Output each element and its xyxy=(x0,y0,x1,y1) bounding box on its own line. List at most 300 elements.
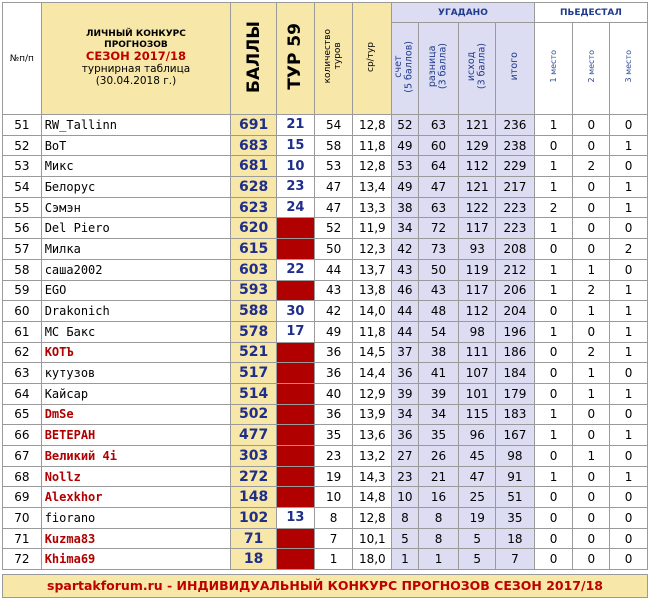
outcome-guessed-cell: 122 xyxy=(459,197,496,218)
total-guessed-cell: 7 xyxy=(496,549,535,570)
tour-points-cell xyxy=(277,425,315,446)
rank-cell: 57 xyxy=(3,239,42,260)
rank-cell: 65 xyxy=(3,404,42,425)
place3-cell: 0 xyxy=(610,487,648,508)
place3-cell: 1 xyxy=(610,135,648,156)
rank-cell: 55 xyxy=(3,197,42,218)
player-name: ВЕТЕРАН xyxy=(41,425,231,446)
avg-cell: 12,9 xyxy=(353,383,392,404)
table-row xyxy=(3,466,648,487)
place3-cell: 1 xyxy=(610,301,648,322)
place2-cell: 0 xyxy=(573,197,610,218)
place3-cell: 0 xyxy=(610,528,648,549)
points-cell: 578 xyxy=(231,321,277,342)
points-cell: 102 xyxy=(231,508,277,529)
tour-points-cell: 21 xyxy=(277,115,315,136)
tour-points-cell xyxy=(277,528,315,549)
place2-cell: 2 xyxy=(573,280,610,301)
table-row xyxy=(3,301,648,322)
place3-cell: 1 xyxy=(610,425,648,446)
place2-cell: 1 xyxy=(573,363,610,384)
place3-cell: 1 xyxy=(610,342,648,363)
total-guessed-cell: 186 xyxy=(496,342,535,363)
score-guessed-cell: 39 xyxy=(392,383,418,404)
outcome-guessed-cell: 101 xyxy=(459,383,496,404)
points-cell: 615 xyxy=(231,239,277,260)
header-tours-count: количество туров xyxy=(314,3,353,115)
diff-guessed-cell: 21 xyxy=(418,466,459,487)
diff-guessed-cell: 63 xyxy=(418,197,459,218)
total-guessed-cell: 51 xyxy=(496,487,535,508)
rank-cell: 53 xyxy=(3,156,42,177)
place1-cell: 0 xyxy=(534,301,573,322)
points-cell: 272 xyxy=(231,466,277,487)
table-row xyxy=(3,239,648,260)
rank-cell: 59 xyxy=(3,280,42,301)
player-name: Микс xyxy=(41,156,231,177)
score-guessed-cell: 46 xyxy=(392,280,418,301)
tour-points-cell xyxy=(277,446,315,467)
outcome-guessed-cell: 19 xyxy=(459,508,496,529)
diff-guessed-cell: 1 xyxy=(418,549,459,570)
table-row xyxy=(3,487,648,508)
place2-cell: 0 xyxy=(573,425,610,446)
place3-cell: 0 xyxy=(610,363,648,384)
outcome-guessed-cell: 119 xyxy=(459,259,496,280)
tour-points-cell: 23 xyxy=(277,177,315,198)
rank-cell: 54 xyxy=(3,177,42,198)
score-guessed-cell: 53 xyxy=(392,156,418,177)
outcome-guessed-cell: 121 xyxy=(459,177,496,198)
score-guessed-cell: 49 xyxy=(392,135,418,156)
place2-cell: 0 xyxy=(573,487,610,508)
table-row xyxy=(3,342,648,363)
place1-cell: 0 xyxy=(534,342,573,363)
rank-cell: 68 xyxy=(3,466,42,487)
diff-guessed-cell: 38 xyxy=(418,342,459,363)
header-diff: разница (3 балла) xyxy=(418,23,459,115)
place2-cell: 0 xyxy=(573,404,610,425)
header-place1: 1 место xyxy=(534,23,573,115)
player-name: RW_Tallinn xyxy=(41,115,231,136)
score-guessed-cell: 44 xyxy=(392,321,418,342)
table-row xyxy=(3,280,648,301)
tours-count-cell: 54 xyxy=(314,115,353,136)
diff-guessed-cell: 8 xyxy=(418,528,459,549)
place2-cell: 0 xyxy=(573,218,610,239)
table-row xyxy=(3,363,648,384)
outcome-guessed-cell: 107 xyxy=(459,363,496,384)
score-guessed-cell: 34 xyxy=(392,218,418,239)
tours-count-cell: 35 xyxy=(314,425,353,446)
score-guessed-cell: 36 xyxy=(392,425,418,446)
player-name: BoT xyxy=(41,135,231,156)
tours-count-cell: 49 xyxy=(314,321,353,342)
avg-cell: 11,9 xyxy=(353,218,392,239)
score-guessed-cell: 36 xyxy=(392,363,418,384)
total-guessed-cell: 183 xyxy=(496,404,535,425)
rank-cell: 56 xyxy=(3,218,42,239)
place3-cell: 0 xyxy=(610,259,648,280)
score-guessed-cell: 49 xyxy=(392,177,418,198)
points-cell: 148 xyxy=(231,487,277,508)
header-outcome: исход (3 балла) xyxy=(459,23,496,115)
outcome-guessed-cell: 93 xyxy=(459,239,496,260)
diff-guessed-cell: 48 xyxy=(418,301,459,322)
rank-cell: 66 xyxy=(3,425,42,446)
diff-guessed-cell: 50 xyxy=(418,259,459,280)
outcome-guessed-cell: 121 xyxy=(459,115,496,136)
table-row xyxy=(3,135,648,156)
table-row xyxy=(3,218,648,239)
total-guessed-cell: 229 xyxy=(496,156,535,177)
tours-count-cell: 42 xyxy=(314,301,353,322)
subtitle: турнирная таблица xyxy=(81,63,191,76)
outcome-guessed-cell: 115 xyxy=(459,404,496,425)
tour-points-cell xyxy=(277,404,315,425)
place3-cell: 2 xyxy=(610,239,648,260)
points-cell: 691 xyxy=(231,115,277,136)
rank-cell: 63 xyxy=(3,363,42,384)
header-num: №п/п xyxy=(3,3,42,115)
place3-cell: 0 xyxy=(610,508,648,529)
tours-count-cell: 8 xyxy=(314,508,353,529)
points-cell: 628 xyxy=(231,177,277,198)
avg-cell: 13,6 xyxy=(353,425,392,446)
score-guessed-cell: 8 xyxy=(392,508,418,529)
place3-cell: 0 xyxy=(610,218,648,239)
diff-guessed-cell: 41 xyxy=(418,363,459,384)
place3-cell: 0 xyxy=(610,549,648,570)
diff-guessed-cell: 72 xyxy=(418,218,459,239)
score-guessed-cell: 5 xyxy=(392,528,418,549)
place1-cell: 1 xyxy=(534,466,573,487)
place2-cell: 0 xyxy=(573,135,610,156)
avg-cell: 13,8 xyxy=(353,280,392,301)
tours-count-cell: 36 xyxy=(314,342,353,363)
rank-cell: 64 xyxy=(3,383,42,404)
tour-points-cell: 22 xyxy=(277,259,315,280)
diff-guessed-cell: 35 xyxy=(418,425,459,446)
points-cell: 477 xyxy=(231,425,277,446)
header-place2: 2 место xyxy=(573,23,610,115)
avg-cell: 12,8 xyxy=(353,508,392,529)
place3-cell: 1 xyxy=(610,383,648,404)
total-guessed-cell: 35 xyxy=(496,508,535,529)
title-line2: ПРОГНОЗОВ xyxy=(104,39,168,50)
avg-cell: 10,1 xyxy=(353,528,392,549)
tours-count-cell: 47 xyxy=(314,177,353,198)
place1-cell: 0 xyxy=(534,135,573,156)
tour-points-cell: 24 xyxy=(277,197,315,218)
total-guessed-cell: 236 xyxy=(496,115,535,136)
table-row xyxy=(3,259,648,280)
place3-cell: 1 xyxy=(610,321,648,342)
table-row xyxy=(3,446,648,467)
place3-cell: 1 xyxy=(610,280,648,301)
place3-cell: 0 xyxy=(610,446,648,467)
avg-cell: 14,8 xyxy=(353,487,392,508)
header-avg: ср/тур xyxy=(353,3,392,115)
avg-cell: 13,2 xyxy=(353,446,392,467)
table-row xyxy=(3,115,648,136)
outcome-guessed-cell: 45 xyxy=(459,446,496,467)
outcome-guessed-cell: 98 xyxy=(459,321,496,342)
table-row xyxy=(3,549,648,570)
avg-cell: 13,7 xyxy=(353,259,392,280)
place2-cell: 1 xyxy=(573,383,610,404)
rank-cell: 51 xyxy=(3,115,42,136)
player-name: Del Piero xyxy=(41,218,231,239)
table-row xyxy=(3,321,648,342)
tour-points-cell xyxy=(277,487,315,508)
tour-points-cell: 10 xyxy=(277,156,315,177)
tours-count-cell: 36 xyxy=(314,363,353,384)
place1-cell: 1 xyxy=(534,425,573,446)
outcome-guessed-cell: 112 xyxy=(459,156,496,177)
tour-points-cell: 17 xyxy=(277,321,315,342)
place2-cell: 0 xyxy=(573,115,610,136)
rank-cell: 62 xyxy=(3,342,42,363)
diff-guessed-cell: 63 xyxy=(418,115,459,136)
place1-cell: 1 xyxy=(534,156,573,177)
tour-points-cell: 15 xyxy=(277,135,315,156)
diff-guessed-cell: 54 xyxy=(418,321,459,342)
table-row xyxy=(3,197,648,218)
score-guessed-cell: 27 xyxy=(392,446,418,467)
score-guessed-cell: 1 xyxy=(392,549,418,570)
place1-cell: 2 xyxy=(534,197,573,218)
player-name: EGO xyxy=(41,280,231,301)
player-name: Drakonich xyxy=(41,301,231,322)
header-score: счет (5 баллов) xyxy=(392,23,418,115)
place3-cell: 1 xyxy=(610,177,648,198)
place3-cell: 0 xyxy=(610,156,648,177)
place1-cell: 1 xyxy=(534,177,573,198)
tours-count-cell: 23 xyxy=(314,446,353,467)
table-row xyxy=(3,383,648,404)
tour-points-cell: 30 xyxy=(277,301,315,322)
player-name: МС Бакс xyxy=(41,321,231,342)
rank-cell: 70 xyxy=(3,508,42,529)
points-cell: 681 xyxy=(231,156,277,177)
tours-count-cell: 58 xyxy=(314,135,353,156)
rank-cell: 61 xyxy=(3,321,42,342)
table-row xyxy=(3,404,648,425)
place2-cell: 0 xyxy=(573,177,610,198)
avg-cell: 14,3 xyxy=(353,466,392,487)
score-guessed-cell: 37 xyxy=(392,342,418,363)
tour-points-cell xyxy=(277,363,315,384)
total-guessed-cell: 223 xyxy=(496,197,535,218)
player-name: Кайсар xyxy=(41,383,231,404)
score-guessed-cell: 23 xyxy=(392,466,418,487)
table-row xyxy=(3,156,648,177)
avg-cell: 12,8 xyxy=(353,115,392,136)
points-cell: 623 xyxy=(231,197,277,218)
place3-cell: 1 xyxy=(610,197,648,218)
player-name: Kuzma83 xyxy=(41,528,231,549)
score-guessed-cell: 10 xyxy=(392,487,418,508)
avg-cell: 13,3 xyxy=(353,197,392,218)
points-cell: 517 xyxy=(231,363,277,384)
rank-cell: 69 xyxy=(3,487,42,508)
diff-guessed-cell: 34 xyxy=(418,404,459,425)
title-line1: ЛИЧНЫЙ КОНКУРС xyxy=(86,29,186,40)
points-cell: 683 xyxy=(231,135,277,156)
header-place3: 3 место xyxy=(610,23,648,115)
player-name: саша2002 xyxy=(41,259,231,280)
total-guessed-cell: 167 xyxy=(496,425,535,446)
outcome-guessed-cell: 117 xyxy=(459,218,496,239)
player-name: Милка xyxy=(41,239,231,260)
header-total: итого xyxy=(496,23,535,115)
outcome-guessed-cell: 117 xyxy=(459,280,496,301)
place1-cell: 0 xyxy=(534,383,573,404)
place1-cell: 0 xyxy=(534,446,573,467)
player-name: Khima69 xyxy=(41,549,231,570)
header-podium: ПЬЕДЕСТАЛ xyxy=(534,3,647,23)
diff-guessed-cell: 73 xyxy=(418,239,459,260)
score-guessed-cell: 43 xyxy=(392,259,418,280)
place1-cell: 1 xyxy=(534,321,573,342)
tour-points-cell xyxy=(277,466,315,487)
diff-guessed-cell: 47 xyxy=(418,177,459,198)
place1-cell: 0 xyxy=(534,239,573,260)
total-guessed-cell: 212 xyxy=(496,259,535,280)
total-guessed-cell: 208 xyxy=(496,239,535,260)
points-cell: 521 xyxy=(231,342,277,363)
avg-cell: 11,8 xyxy=(353,321,392,342)
table-row xyxy=(3,508,648,529)
total-guessed-cell: 196 xyxy=(496,321,535,342)
place2-cell: 0 xyxy=(573,508,610,529)
diff-guessed-cell: 64 xyxy=(418,156,459,177)
table-row xyxy=(3,425,648,446)
total-guessed-cell: 98 xyxy=(496,446,535,467)
place1-cell: 1 xyxy=(534,115,573,136)
place1-cell: 0 xyxy=(534,508,573,529)
total-guessed-cell: 18 xyxy=(496,528,535,549)
place1-cell: 0 xyxy=(534,363,573,384)
date-label: (30.04.2018 г.) xyxy=(95,75,177,88)
total-guessed-cell: 179 xyxy=(496,383,535,404)
avg-cell: 14,4 xyxy=(353,363,392,384)
tours-count-cell: 7 xyxy=(314,528,353,549)
place2-cell: 2 xyxy=(573,342,610,363)
place2-cell: 1 xyxy=(573,301,610,322)
player-name: Сэмэн xyxy=(41,197,231,218)
diff-guessed-cell: 26 xyxy=(418,446,459,467)
diff-guessed-cell: 60 xyxy=(418,135,459,156)
points-cell: 593 xyxy=(231,280,277,301)
header-points: БАЛЛЫ xyxy=(231,3,277,115)
score-guessed-cell: 52 xyxy=(392,115,418,136)
outcome-guessed-cell: 112 xyxy=(459,301,496,322)
place3-cell: 0 xyxy=(610,115,648,136)
rank-cell: 67 xyxy=(3,446,42,467)
outcome-guessed-cell: 129 xyxy=(459,135,496,156)
tours-count-cell: 44 xyxy=(314,259,353,280)
points-cell: 303 xyxy=(231,446,277,467)
place2-cell: 0 xyxy=(573,466,610,487)
player-name: DmSe xyxy=(41,404,231,425)
place2-cell: 0 xyxy=(573,528,610,549)
rank-cell: 60 xyxy=(3,301,42,322)
tour-points-cell xyxy=(277,280,315,301)
total-guessed-cell: 184 xyxy=(496,363,535,384)
avg-cell: 12,3 xyxy=(353,239,392,260)
diff-guessed-cell: 43 xyxy=(418,280,459,301)
tour-points-cell xyxy=(277,218,315,239)
place2-cell: 2 xyxy=(573,156,610,177)
footer-banner: spartakforum.ru - ИНДИВИДУАЛЬНЫЙ КОНКУРС ПРОГНОЗОВ СЕЗОН 2017/18 xyxy=(2,574,648,598)
player-name: кутузов xyxy=(41,363,231,384)
season-label: СЕЗОН 2017/18 xyxy=(85,49,186,64)
total-guessed-cell: 91 xyxy=(496,466,535,487)
points-cell: 588 xyxy=(231,301,277,322)
place2-cell: 0 xyxy=(573,239,610,260)
avg-cell: 13,4 xyxy=(353,177,392,198)
outcome-guessed-cell: 96 xyxy=(459,425,496,446)
place1-cell: 0 xyxy=(534,487,573,508)
outcome-guessed-cell: 5 xyxy=(459,549,496,570)
tours-count-cell: 50 xyxy=(314,239,353,260)
place3-cell: 0 xyxy=(610,404,648,425)
total-guessed-cell: 217 xyxy=(496,177,535,198)
avg-cell: 14,5 xyxy=(353,342,392,363)
player-name: КОТЪ xyxy=(41,342,231,363)
tour-points-cell xyxy=(277,342,315,363)
place1-cell: 1 xyxy=(534,280,573,301)
place2-cell: 0 xyxy=(573,549,610,570)
avg-cell: 11,8 xyxy=(353,135,392,156)
table-row xyxy=(3,528,648,549)
player-name: Alexkhor xyxy=(41,487,231,508)
score-guessed-cell: 34 xyxy=(392,404,418,425)
player-name: Великий 4i xyxy=(41,446,231,467)
outcome-guessed-cell: 25 xyxy=(459,487,496,508)
player-name: fiorano xyxy=(41,508,231,529)
score-guessed-cell: 38 xyxy=(392,197,418,218)
place2-cell: 0 xyxy=(573,321,610,342)
rank-cell: 58 xyxy=(3,259,42,280)
table-row xyxy=(3,177,648,198)
tour-points-cell xyxy=(277,549,315,570)
tour-points-cell xyxy=(277,383,315,404)
outcome-guessed-cell: 47 xyxy=(459,466,496,487)
page-title xyxy=(41,3,231,115)
place1-cell: 1 xyxy=(534,404,573,425)
place1-cell: 0 xyxy=(534,528,573,549)
points-cell: 502 xyxy=(231,404,277,425)
avg-cell: 18,0 xyxy=(353,549,392,570)
points-cell: 514 xyxy=(231,383,277,404)
outcome-guessed-cell: 5 xyxy=(459,528,496,549)
diff-guessed-cell: 16 xyxy=(418,487,459,508)
score-guessed-cell: 44 xyxy=(392,301,418,322)
header-guessed: УГАДАНО xyxy=(392,3,535,23)
avg-cell: 13,9 xyxy=(353,404,392,425)
tours-count-cell: 52 xyxy=(314,218,353,239)
points-cell: 603 xyxy=(231,259,277,280)
place1-cell: 1 xyxy=(534,259,573,280)
outcome-guessed-cell: 111 xyxy=(459,342,496,363)
avg-cell: 12,8 xyxy=(353,156,392,177)
rank-cell: 72 xyxy=(3,549,42,570)
tours-count-cell: 43 xyxy=(314,280,353,301)
total-guessed-cell: 223 xyxy=(496,218,535,239)
